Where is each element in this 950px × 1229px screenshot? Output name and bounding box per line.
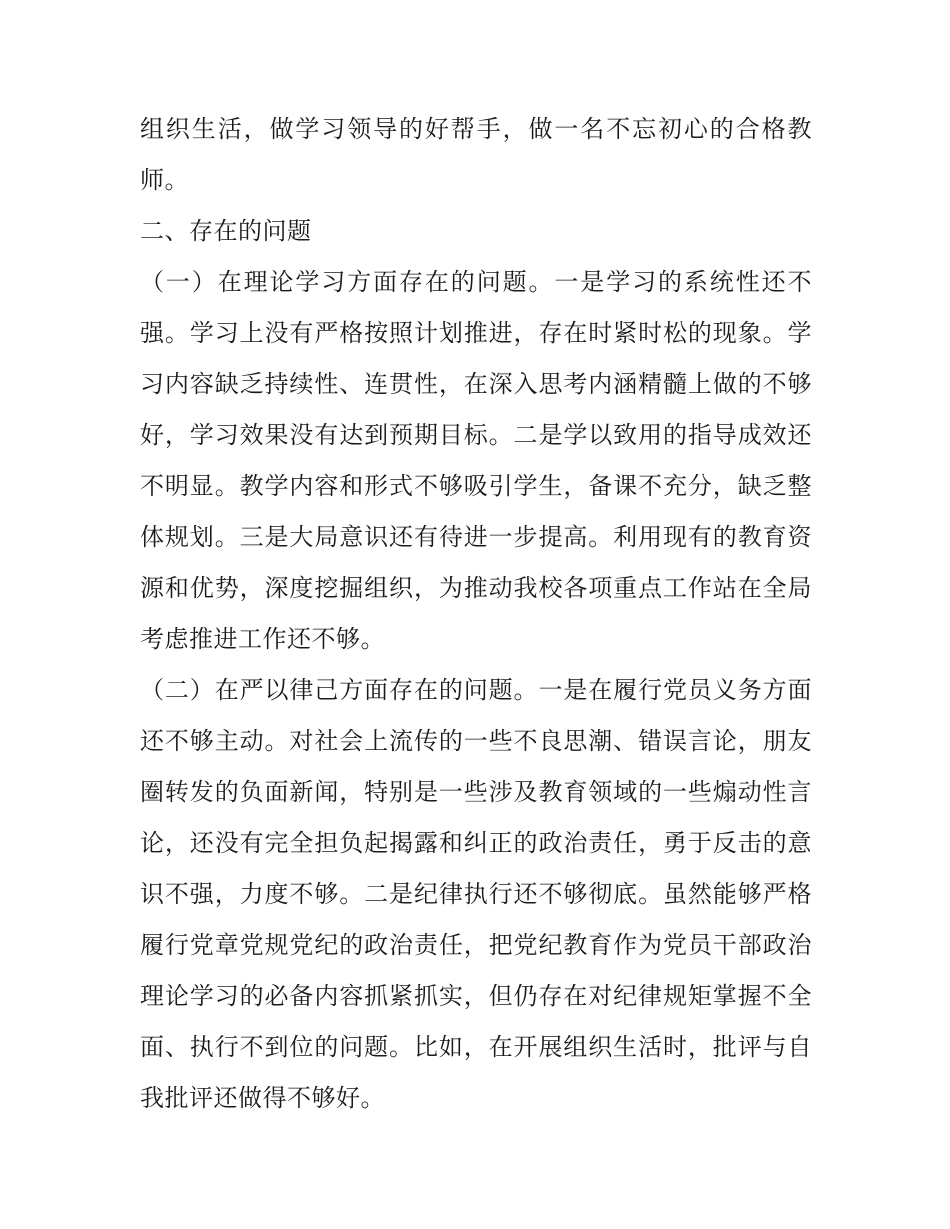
text-line: 履行党章党规党纪的政治责任，把党纪教育作为党员干部政治 [140,931,812,959]
text-line: 师。 [140,166,189,194]
text-line: （一）在理论学习方面存在的问题。一是学习的系统性还不 [140,268,812,296]
text-line: 体规划。三是大局意识还有待进一步提高。利用现有的教育资 [140,523,812,551]
text-line: 识不强，力度不够。二是纪律执行还不够彻底。虽然能够严格 [140,880,812,908]
text-line: 面、执行不到位的问题。比如，在开展组织生活时，批评与自 [140,1033,812,1061]
text-line: 源和优势，深度挖掘组织，为推动我校各项重点工作站在全局 [140,574,812,602]
text-line: 好，学习效果没有达到预期目标。二是学以致用的指导成效还 [140,421,812,449]
paragraph-intro-closing [140,104,812,206]
paragraph-theory-study [140,257,812,665]
text-line: 理论学习的必备内容抓紧抓实，但仍存在对纪律规矩掌握不全 [140,982,812,1010]
text-line: 不明显。教学内容和形式不够吸引学生，备课不充分，缺乏整 [140,472,812,500]
document-body [140,104,812,1124]
section-heading-problems [140,206,812,257]
text-line: 强。学习上没有严格按照计划推进，存在时紧时松的现象。学 [140,319,812,347]
text-line: 考虑推进工作还不够。 [140,625,385,653]
text-line: 论，还没有完全担负起揭露和纠正的政治责任，勇于反击的意 [140,829,812,857]
section-heading-text: 二、存在的问题 [140,217,312,245]
text-line: 还不够主动。对社会上流传的一些不良思潮、错误言论，朋友 [140,727,812,755]
paragraph-self-discipline [140,665,812,1124]
text-line: 组织生活，做学习领导的好帮手，做一名不忘初心的合格教 [140,115,812,143]
text-line: 我批评还做得不够好。 [140,1084,385,1112]
text-line: 习内容缺乏持续性、连贯性，在深入思考内涵精髓上做的不够 [140,370,812,398]
text-line: （二）在严以律己方面存在的问题。一是在履行党员义务方面 [140,676,812,704]
text-line: 圈转发的负面新闻，特别是一些涉及教育领域的一些煽动性言 [140,778,812,806]
